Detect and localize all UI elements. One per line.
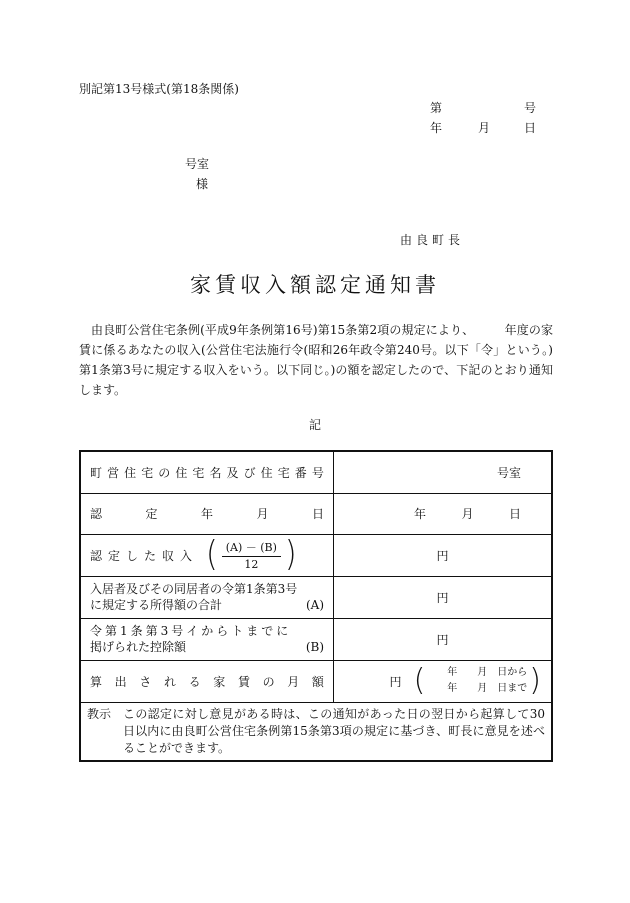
certified-income-value: 円: [334, 534, 553, 576]
monthly-rent-label: 算 出 さ れ る 家 賃 の 月 額: [90, 674, 324, 689]
note-label: 教示: [87, 706, 112, 721]
document-number-suffix: 号: [524, 101, 537, 115]
recipient-room: 号室: [185, 157, 210, 171]
table-row-date: [80, 493, 552, 534]
issuer-name: 由良町長: [400, 233, 465, 247]
income-formula: ( $\frac{(A) - (B)}{12}$ ): [206, 534, 297, 575]
housing-value: 号室: [334, 451, 553, 493]
income-total-label-line1: 入居者及びその同居者の令第1条第3号: [90, 582, 298, 596]
document-title: 家賃収入額認定通知書: [190, 273, 440, 297]
deduction-label-line2: 掲げられた控除額: [90, 640, 187, 654]
ki-heading: 記: [308, 418, 321, 432]
form-reference: 別記第13号様式(第18条関係): [79, 82, 239, 96]
deduction-value: 円: [334, 618, 553, 660]
formula-denominator: 12: [244, 558, 259, 571]
issue-date-year: 年: [430, 121, 443, 135]
certification-date-value: 年 月 日: [334, 493, 553, 534]
income-total-tag: (A): [305, 598, 324, 612]
note-text: この認定に対し意見がある時は、この通知があった日の翌日から起算して30日以内に由良町公営住宅条例第15条第3項の規定に基づき、町長に意見を述べることができます。: [123, 706, 545, 755]
deduction-label-line1: 令第1条第3号イからトまでに: [90, 624, 292, 638]
table-row-housing: [80, 451, 552, 493]
table-row-rent: [80, 660, 552, 702]
housing-label: 町 営 住 宅 の 住 宅 名 及 び 住 宅 番 号: [90, 465, 324, 480]
monthly-rent-value: 円: [389, 674, 402, 689]
formula-numerator: (A) － (B): [222, 539, 281, 557]
table-row-income-total: [80, 576, 552, 618]
issue-date-day: 日: [524, 121, 537, 135]
income-total-label-line2: に規定する所得額の合計: [90, 598, 223, 612]
table-row-note: [80, 702, 552, 761]
certification-table: [79, 450, 553, 762]
rent-period: ( 年 月 日から 年 月 日まで ): [413, 663, 541, 698]
recipient-honorific: 様: [196, 177, 209, 191]
certification-date-label: 認 定 年 月 日: [90, 507, 324, 521]
issue-date-month: 月: [478, 121, 491, 135]
table-row-income: [80, 534, 552, 576]
table-row-deduction: [80, 618, 552, 660]
certified-income-label: 認定した収入: [90, 548, 199, 563]
document-number-prefix: 第: [430, 101, 443, 115]
income-total-value: 円: [334, 576, 553, 618]
rent-period-start: 年 月 日から: [447, 667, 528, 678]
rent-period-end: 年 月 日まで: [447, 683, 528, 694]
notice-body: 由良町公営住宅条例(平成9年条例第16号)第15条第2項の規定により、 年度の家賃に係るあなたの収入(公営住宅法施行令(昭和26年政令第240号。以下「令」という。)第1条第3号に規定する収入をいう。以下同じ。)の額を認定したので、下記のとおり通知します。: [79, 323, 553, 397]
deduction-tag: (B): [305, 640, 324, 654]
